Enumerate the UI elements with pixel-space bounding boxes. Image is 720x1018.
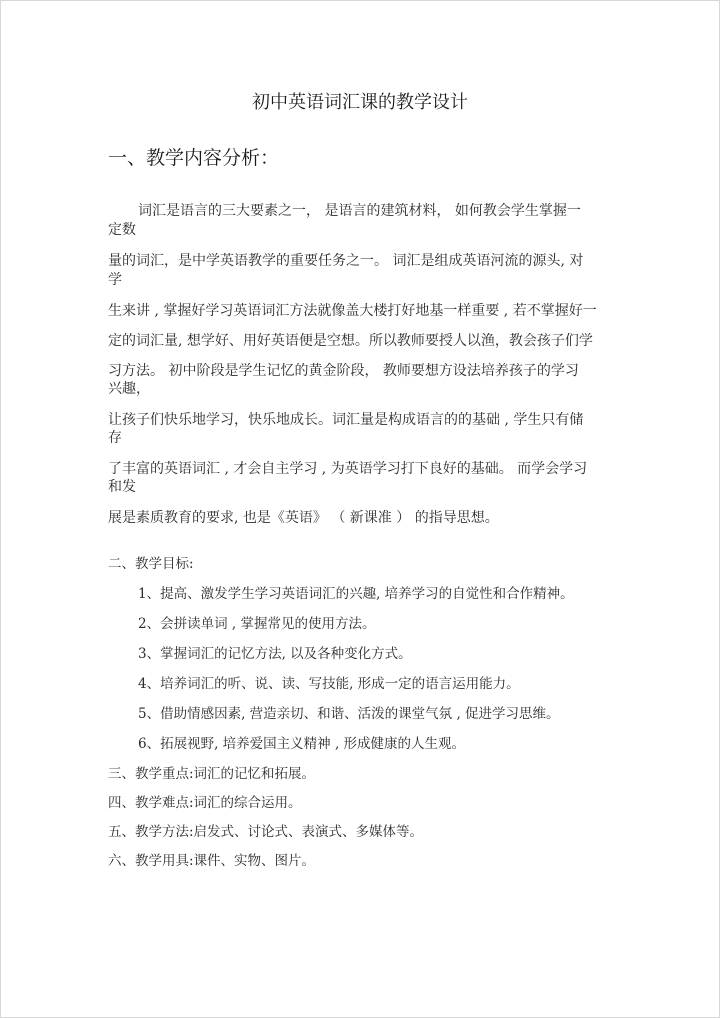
list-item: 3、掌握词汇的记忆方法, 以及各种变化方式。 — [138, 646, 412, 662]
list-item: 2、会拼读单词 , 掌握常见的使用方法。 — [138, 616, 376, 632]
document-title: 初中英语词汇课的教学设计 — [252, 92, 468, 113]
section3-line: 三、教学重点:词汇的记忆和拓展。 — [108, 766, 316, 782]
list-item: 6、拓展视野, 培养爱国主义精神 , 形成健康的人生观。 — [138, 736, 466, 752]
list-item: 4、培养词汇的听、说、读、写技能, 形成一定的语言运用能力。 — [138, 676, 520, 692]
section1-heading: 一、教学内容分析： — [108, 147, 280, 169]
list-item: 1、提高、激发学生学习英语词汇的兴趣, 培养学习的自觉性和合作精神。 — [138, 586, 574, 602]
section5-line: 五、教学方法:启发式、讨论式、表演式、多媒体等。 — [108, 824, 424, 840]
paragraph-line: 习方法。 初中阶段是学生记忆的黄金阶段， 教师要想方设法培养孩子的学习 — [108, 363, 579, 379]
paragraph-line: 生来讲 , 掌握好学习英语词汇方法就像盖大楼打好地基一样重要 , 若不掌握好一 — [108, 303, 597, 319]
section4-line: 四、教学难点:词汇的综合运用。 — [108, 795, 302, 811]
paragraph-line: 了丰富的英语词汇 , 才会自主学习 , 为英语学习打下良好的基础。 而学会学习 — [108, 461, 588, 477]
section2-heading: 二、教学目标: — [108, 556, 194, 572]
paragraph-line: 学 — [108, 272, 122, 288]
list-item: 5、借助情感因素, 营造亲切、和谐、活泼的课堂气氛 , 促进学习思维。 — [138, 706, 560, 722]
paragraph-line: 定的词汇量, 想学好、用好英语便是空想。所以教师要授人以渔，教会孩子们学 — [108, 333, 593, 349]
paragraph-line: 和发 — [108, 479, 136, 495]
paragraph-line: 量的词汇，是中学英语教学的重要任务之一。 词汇是组成英语河流的源头, 对 — [108, 253, 584, 269]
paragraph-line: 兴趣， — [108, 381, 150, 397]
paragraph-line: 展是素质教育的要求, 也是《英语》 （ 新课准 ） 的指导思想。 — [108, 510, 499, 526]
paragraph-line: 存 — [108, 430, 122, 446]
section6-line: 六、教学用具:课件、实物、图片。 — [108, 853, 316, 869]
paragraph-line: 让孩子们快乐地学习，快乐地成长。词汇量是构成语言的的基础 , 学生只有储 — [108, 412, 584, 428]
paragraph-line: 定数 — [108, 222, 136, 238]
paragraph-line: 词汇是语言的三大要素之一， 是语言的建筑材料， 如何教会学生掌握一 — [138, 203, 581, 219]
